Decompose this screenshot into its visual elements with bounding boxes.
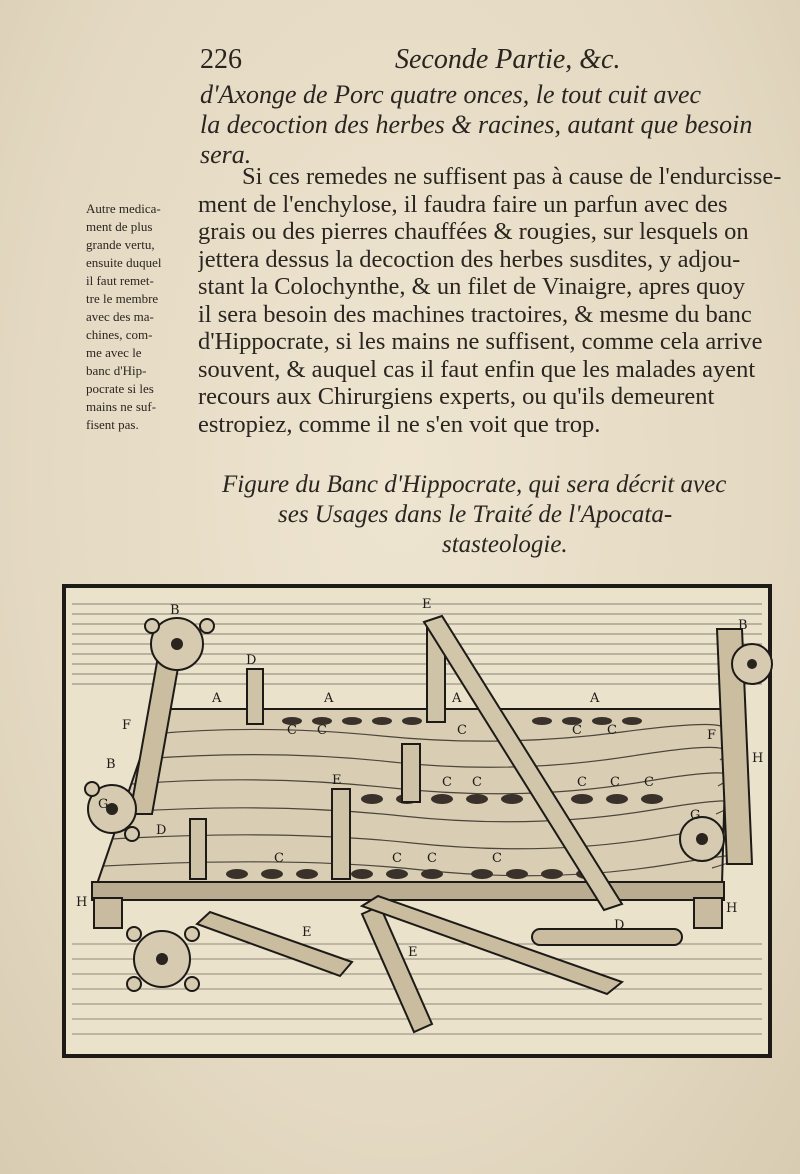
label-a: A [452,691,462,706]
label-g: G [690,808,701,823]
marginal-note [86,200,198,434]
margin-line: Autre medica- [86,201,161,216]
post-d-front [190,819,206,879]
winch-b-right [732,644,772,684]
paragraph-line: grais ou des pierres chauffées & rougies, sur lesquels on [198,218,749,245]
label-c: C [457,723,467,738]
label-e: E [302,925,312,940]
margin-line: tre le membre [86,291,159,306]
label-c: C [317,723,327,738]
body-paragraph [198,163,790,438]
margin-line: banc d'Hip- [86,363,147,378]
margin-line: pocrate si les [86,381,154,396]
paragraph-line: estropiez, comme il ne s'en voit que trop. [198,410,601,438]
running-title: Seconde Partie, &c. [395,44,621,75]
intro-line: d'Axonge de Porc quatre onces, le tout cuit avec [200,80,702,109]
label-d: D [246,653,257,668]
label-e: E [332,773,342,788]
margin-line: il faut remet- [86,273,154,288]
caption-line: ses Usages dans le Traité de l'Apocata- [278,501,673,528]
margin-line: grande vertu, [86,237,155,252]
caption-line: Figure du Banc d'Hippocrate, qui sera décrit avec [222,471,727,498]
floor-rod-d [532,929,682,945]
margin-line: ensuite duquel [86,255,162,270]
label-c: C [472,775,482,790]
label-c: C [644,775,654,790]
post-center [402,744,420,802]
paragraph-line: stant la Colochynthe, & un filet de Vinaigre, apres quoy [198,273,746,300]
label-c: C [572,723,582,738]
label-a: A [212,691,222,706]
paragraph-line: ment de l'enchylose, il faudra faire un parfun avec des [198,190,728,218]
page-number: 226 [200,44,242,75]
paragraph-line: il sera besoin des machines tractoires, & mesme du banc [198,300,752,328]
label-h: H [726,901,738,916]
paragraph-line: Si ces remedes ne suffisent pas à cause de l'endurcisse- [242,163,782,190]
label-c: C [427,851,437,866]
paragraph-line: d'Hippocrate, si les mains ne suffisent, comme cela arrive [198,328,763,355]
margin-line: mains ne suf- [86,399,157,414]
label-g: G [98,797,109,812]
label-f: F [122,718,132,733]
intro-italic-text [200,80,790,170]
label-f: F [707,728,717,743]
label-c: C [392,851,402,866]
bench-leg-right [694,898,722,928]
margin-line: me avec le [86,345,142,360]
label-h: H [76,895,88,910]
label-c: C [607,723,617,738]
label-e: E [408,945,418,960]
label-c: C [492,851,502,866]
intro-line: la decoction des herbes & racines, autant que besoin [200,110,753,139]
bench-leg-left [94,898,122,928]
label-c: C [274,851,284,866]
label-c: C [610,775,620,790]
engraving-illustration [62,584,774,1062]
paragraph-line: jettera dessus la decoction des herbes susdites, y adjou- [198,245,741,273]
margin-line: avec des ma- [86,309,154,324]
page-header [200,40,640,76]
post-d-back [247,669,263,724]
paragraph-line: recours aux Chirurgiens experts, ou qu'ils demeurent [198,383,715,410]
label-b: B [106,757,116,772]
winch-g-right [680,817,724,861]
paragraph-line: souvent, & auquel cas il faut enfin que les malades ayent [198,355,756,383]
bench-front-edge [92,882,724,900]
margin-line: chines, com- [86,327,153,342]
hippocratic-bench-engraving [62,584,774,1062]
label-c: C [577,775,587,790]
winch-floor [127,927,199,991]
label-d: D [614,918,625,933]
label-a: A [590,691,600,706]
figure-caption [200,470,780,560]
caption-line: stasteologie. [442,531,568,558]
label-b: B [738,618,748,633]
label-d: D [156,823,167,838]
post-e-front [332,789,350,879]
label-h: H [752,751,764,766]
intro-line: sera. [200,140,252,169]
label-e: E [422,597,432,612]
label-c: C [442,775,452,790]
label-b: B [170,603,180,618]
label-a: A [324,691,334,706]
margin-line: fisent pas. [86,417,139,432]
margin-line: ment de plus [86,219,153,234]
label-c: C [287,723,297,738]
